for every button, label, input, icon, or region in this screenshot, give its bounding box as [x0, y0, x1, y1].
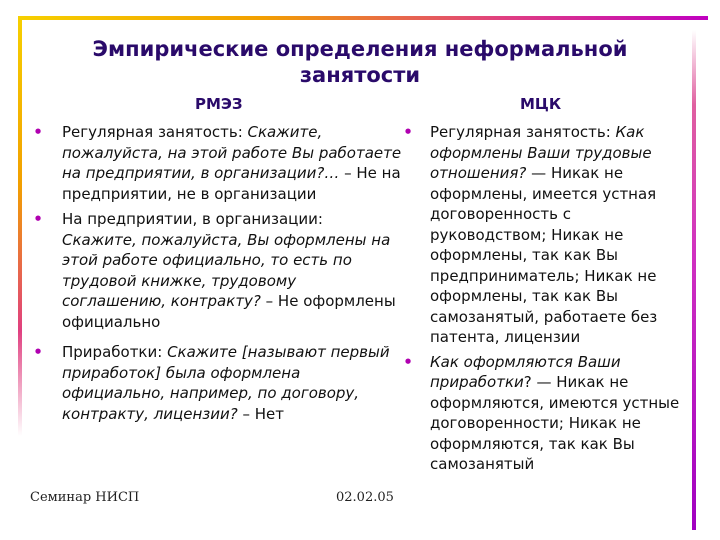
right-item-regular-employment: [398, 122, 684, 348]
item-label: На предприятии, в организации:: [62, 210, 323, 228]
item-answer: – Не на предприятии, не в организации: [62, 164, 401, 203]
item-answer: — Никак не оформлены, имеется устная договоренность с руководством; Никак не оформлены, так как Вы предприниматель; Никак не оформлены, так как Вы самозанятый, работаете без патента, лицензии: [430, 164, 658, 346]
left-item-organization: [30, 209, 402, 332]
bullet-icon: •: [33, 343, 43, 361]
right-item-side-jobs: [398, 352, 684, 475]
left-column-heading: РМЭЗ: [195, 95, 243, 113]
item-label: Приработки:: [62, 343, 168, 361]
item-question: Скажите [называют первый приработок] была оформлена официально, например, по договору, контракту, лицензии?: [62, 343, 390, 423]
footer-date: 02.02.05: [336, 490, 394, 505]
left-item-regular-employment: [30, 122, 402, 204]
item-question: Как оформляются Ваши приработки: [430, 352, 621, 391]
bullet-icon: •: [403, 352, 413, 371]
footer-seminar: Семинар НИСП: [30, 490, 140, 505]
decorative-left-bar: [18, 16, 22, 436]
item-answer: – Нет: [237, 404, 285, 423]
left-column: [30, 122, 402, 429]
item-question: Скажите, пожалуйста, Вы оформлены на этой работе официально, то есть по трудовой книжке, трудовому соглашению, контракту?: [62, 230, 391, 310]
bullet-icon: •: [33, 123, 43, 141]
decorative-right-bar: [692, 30, 696, 530]
item-answer: ? — Никак не оформляются, имеются устные договоренности; Никак не оформляются, так как Вы самозанятый: [430, 373, 680, 473]
item-question: Скажите, пожалуйста, на этой работе Вы работаете на предприятии, в организации?…: [62, 123, 402, 182]
bullet-icon: •: [403, 123, 413, 141]
item-answer: – Не оформлены официально: [62, 292, 396, 331]
bullet-icon: •: [33, 210, 43, 228]
right-column: [398, 122, 684, 479]
item-question: Как оформлены Ваши трудовые отношения?: [430, 123, 652, 182]
left-item-side-jobs: [30, 342, 402, 424]
item-label: Регулярная занятость:: [62, 123, 248, 141]
right-column-heading: МЦК: [520, 95, 562, 113]
item-label: Регулярная занятость:: [430, 123, 616, 141]
slide-title: Эмпирические определения неформальной занятости: [92, 37, 628, 87]
decorative-top-bar: [18, 16, 708, 20]
